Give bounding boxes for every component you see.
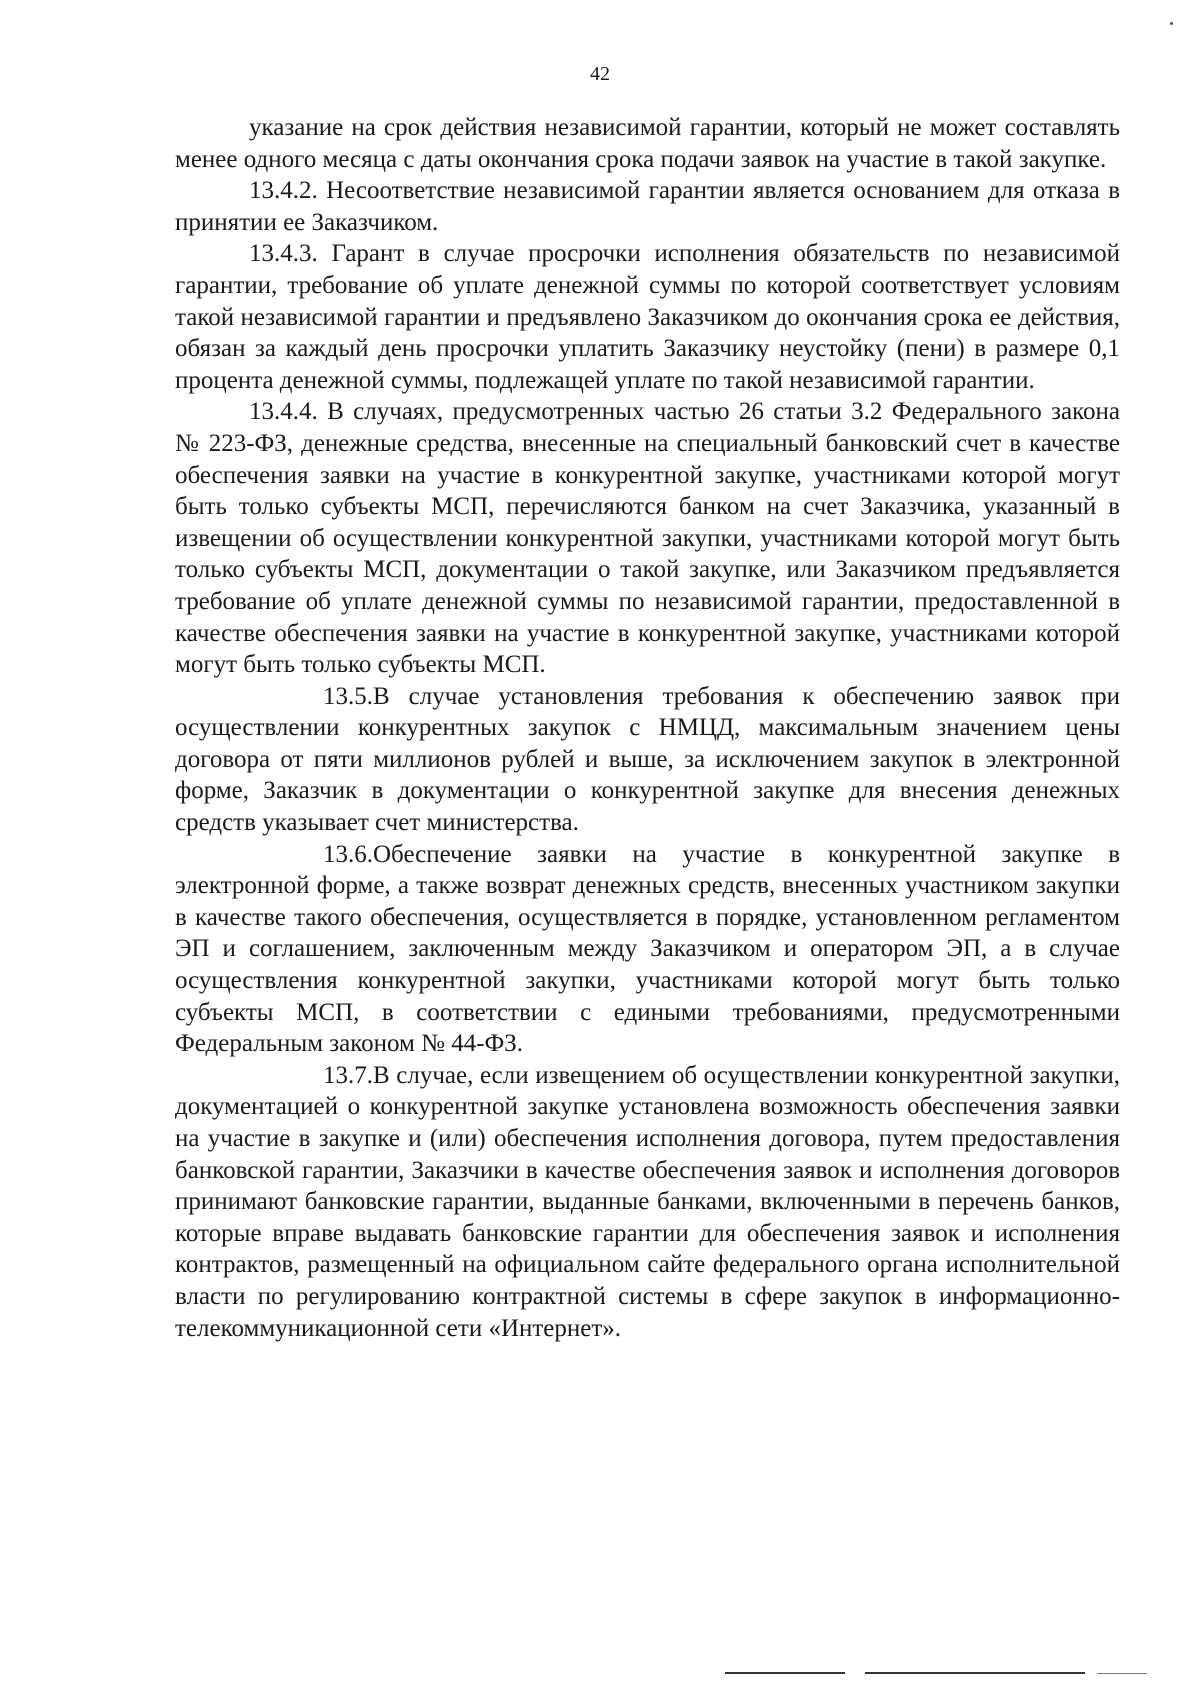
footer-rule-segment [1097,1673,1147,1674]
paragraph-13-4-4 [175,396,1120,680]
paragraph-text: В случае, если извещением об осуществлении конкурентной закупки, документацией о конкурентной закупке установлена возможность обеспечения заявки на участие в закупке и (или) обеспечения исполнения договора, путем предоставления банковской гарантии, Заказчики в качестве обеспечения заявок и исполнения договоров принимают банковские гарантии, выданные банками, включенными в перечень банков, которые вправе выдавать банковские гарантии для обеспечения заявок и исполнения контрактов, размещенный на официальном сайте федерального органа исполнительной власти по регулированию контрактной системы в сфере закупок в информационно-телекоммуникационной сети «Интернет». [175,1061,1120,1342]
paragraph-text: В случае установления требования к обеспечению заявок при осуществлении конкурентных закупок с НМЦД, максимальным значением цены договора от пяти миллионов рублей и выше, за исключением закупок в электронной форме, Заказчик в документации о конкурентной закупке для внесения денежных средств указывает счет министерства. [175,682,1120,837]
paragraph-13-6 [175,839,1120,1060]
paragraph-text: Обеспечение заявки на участие в конкурентной закупке в электронной форме, а также возврат денежных средств, внесенных участником закупки в качестве такого обеспечения, осуществляется в порядке, установленном регламентом ЭП и соглашением, заключенным между Заказчиком и оператором ЭП, а в случае осуществления конкурентной закупки, участниками которой могут быть только субъекты МСП, в соответствии с едиными требованиями, предусмотренными Федеральным законом № 44-ФЗ. [175,840,1120,1058]
paragraph-13-5 [175,681,1120,839]
paragraph-text: 13.4.4. В случаях, предусмотренных частью 26 статьи 3.2 Федерального закона № 223-ФЗ, денежные средства, внесенные на специальный банковский счет в качестве обеспечения заявки на участие в конкурентной закупке, участниками которой могут быть только субъекты МСП, перечисляются банком на счет Заказчика, указанный в извещении об осуществлении конкурентной закупки, участниками которой могут быть только субъекты МСП, документации о такой закупке, или Заказчиком предъявляется требование об уплате денежной суммы по независимой гарантии, предоставленной в качестве обеспечения заявки на участие в конкурентной закупке, участниками которой могут быть только субъекты МСП. [175,398,1120,679]
page-body [175,112,1120,1344]
paragraph-13-4-3 [175,238,1120,396]
clause-number: 13.5. [323,682,373,710]
paragraph-text: 13.4.3. Гарант в случае просрочки исполнения обязательств по независимой гарантии, требование об уплате денежной суммы по которой соответствует условиям такой независимой гарантии и предъявлено Заказчиком до окончания срока ее действия, обязан за каждый день просрочки уплатить Заказчику неустойку (пени) в размере 0,1 процента денежной суммы, подлежащей уплате по такой независимой гарантии. [175,240,1120,394]
clause-number: 13.6. [323,840,373,868]
paragraph-13-7 [175,1060,1120,1344]
paragraph-13-4-2 [175,175,1120,238]
footer-rule-segment [725,1672,845,1674]
page-number: 42 [590,63,610,85]
clause-number: 13.7. [323,1061,373,1089]
footer-rule-segment [865,1672,1085,1674]
paragraph-text: указание на срок действия независимой гарантии, который не может составлять менее одного месяца с даты окончания срока подачи заявок на участие в такой закупке. [175,114,1120,173]
paragraph-text: 13.4.2. Несоответствие независимой гарантии является основанием для отказа в принятии ее Заказчиком. [175,177,1120,236]
footer-rule [725,1672,1150,1678]
scan-speck [1170,22,1173,25]
paragraph-continuation [175,112,1120,175]
